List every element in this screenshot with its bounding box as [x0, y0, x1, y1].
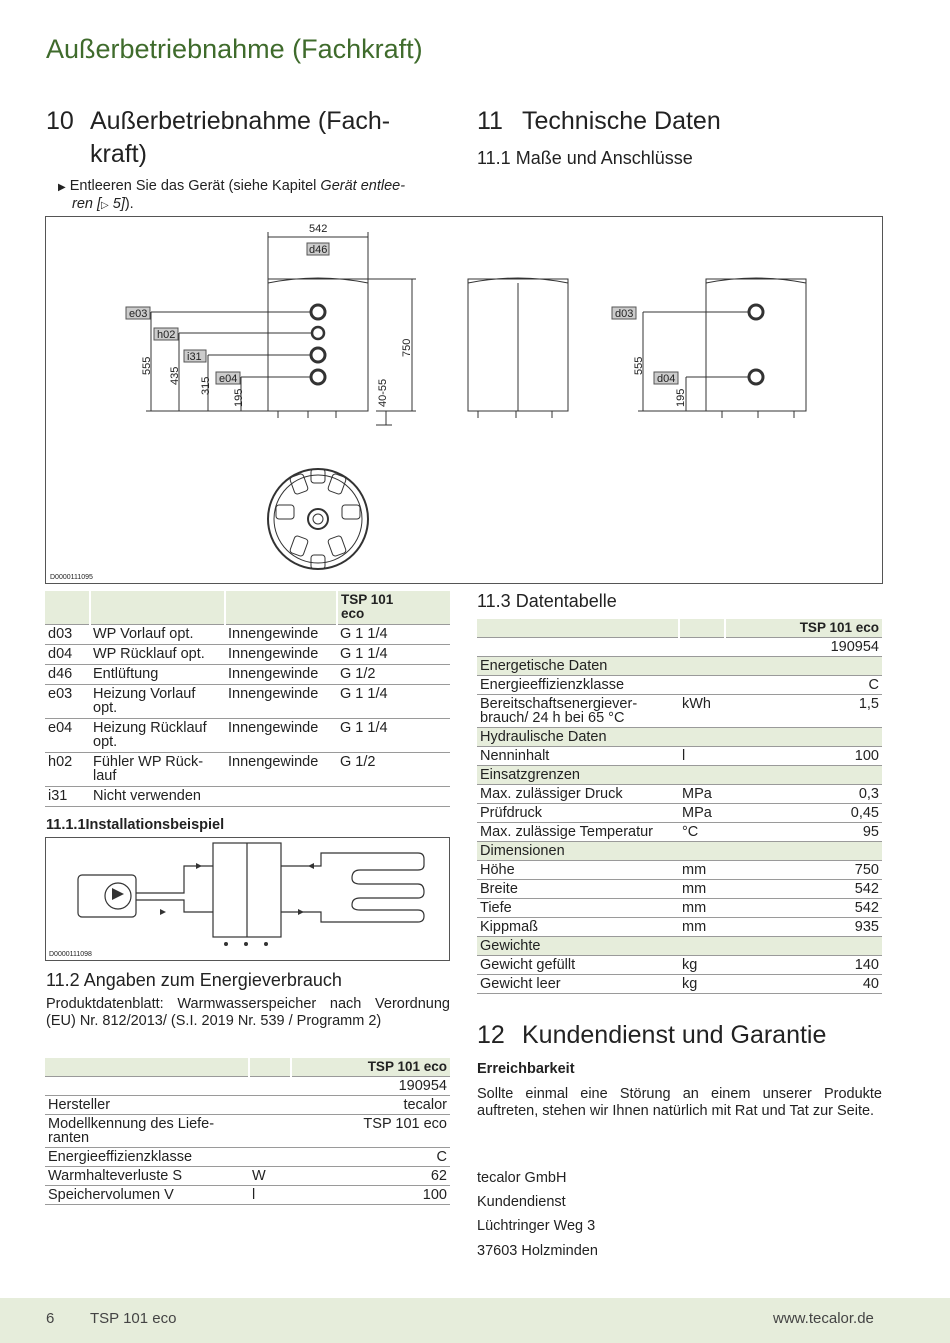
label-h02: h02 [157, 329, 176, 341]
table-cell: 100 [291, 1186, 450, 1205]
table-cell: Kippmaß [477, 918, 679, 937]
table-cell: Gewicht leer [477, 975, 679, 994]
table-cell: 100 [725, 747, 882, 766]
dim-back-555: 555 [633, 356, 645, 375]
table-cell: 140 [725, 956, 882, 975]
table-row [477, 823, 882, 842]
dim-width: 542 [309, 223, 328, 235]
dim-750: 750 [401, 338, 413, 357]
table-cell [249, 1096, 291, 1115]
table-cell: G 1 1/4 [337, 719, 450, 753]
dimension-diagram [45, 216, 883, 584]
page-header-title: Außerbetriebnahme (Fachkraft) [46, 34, 423, 64]
table-cell: Max. zulässige Temperatur [477, 823, 679, 842]
table-cell: 935 [725, 918, 882, 937]
group-label: Dimensionen [477, 842, 882, 861]
table-cell: Höhe [477, 861, 679, 880]
section-12-sub: Erreichbarkeit [477, 1061, 575, 1077]
label-e03: e03 [129, 308, 148, 320]
table-cell: d04 [45, 645, 90, 665]
table-cell: 750 [725, 861, 882, 880]
energy-id: 190954 [291, 1077, 450, 1096]
table-cell: C [291, 1148, 450, 1167]
table-cell: 40 [725, 975, 882, 994]
table-row [45, 1167, 450, 1186]
table-cell: 542 [725, 899, 882, 918]
section-10-bullet [58, 178, 458, 214]
energy-table [45, 1058, 450, 1205]
table-cell: h02 [45, 753, 90, 787]
group-label: Hydraulische Daten [477, 728, 882, 747]
dim-435: 435 [169, 366, 181, 385]
table-cell [249, 1115, 291, 1148]
table-cell [679, 676, 725, 695]
table-cell: Fühler WP Rück- lauf [90, 753, 225, 787]
group-label: Energetische Daten [477, 657, 882, 676]
table-cell: 62 [291, 1167, 450, 1186]
table-cell: Bereitschaftsenergiever- brauch/ 24 h bei 65 °C [477, 695, 679, 728]
table-cell: 542 [725, 880, 882, 899]
table-cell: Innengewinde [225, 753, 337, 787]
dim-195: 195 [233, 388, 245, 407]
table-row [45, 645, 450, 665]
table-header-row [45, 591, 450, 625]
table-cell: Energieeffizienzklasse [477, 676, 679, 695]
table-row [45, 665, 450, 685]
table-cell: mm [679, 899, 725, 918]
table-cell: mm [679, 918, 725, 937]
table-cell: WP Rücklauf opt. [90, 645, 225, 665]
address-line-3: Lüchtringer Weg 3 [477, 1218, 596, 1234]
datatable-title: 11.3 Datentabelle [477, 591, 617, 611]
table-row [477, 918, 882, 937]
table-cell: Gewicht gefüllt [477, 956, 679, 975]
table-cell [249, 1148, 291, 1167]
section-12-text: Sollte einmal eine Störung an einem unserer Produkte auftreten, stehen wir Ihnen natürlich mit Rat und Tat zur Seite. [477, 1086, 882, 1119]
install-diagram [45, 837, 450, 961]
address-line-2: Kundendienst [477, 1194, 566, 1210]
table-cell: e03 [45, 685, 90, 719]
table-cell: Innengewinde [225, 665, 337, 685]
install-title: 11.1.1Installationsbeispiel [46, 817, 225, 833]
bullet-arrow-icon: ▶ [58, 182, 66, 193]
footer-url[interactable]: www.tecalor.de [773, 1310, 874, 1327]
group-row [477, 842, 882, 861]
table-cell: MPa [679, 785, 725, 804]
table-cell: MPa [679, 804, 725, 823]
table-cell: G 1/2 [337, 665, 450, 685]
install-drawing [46, 838, 449, 960]
dim-tilt: 40-55 [377, 378, 389, 407]
page-ref-arrow-icon: ▷ [101, 200, 109, 211]
table-row [477, 899, 882, 918]
table-cell: Modellkennung des Liefe- ranten [45, 1115, 249, 1148]
table-cell: Warmhalteverluste S [45, 1167, 249, 1186]
table-cell: WP Vorlauf opt. [90, 625, 225, 645]
table-row [45, 1186, 450, 1205]
table-row [477, 880, 882, 899]
table-cell: i31 [45, 787, 90, 807]
table-row [45, 625, 450, 645]
table-cell: Heizung Vorlauf opt. [90, 685, 225, 719]
conn-header-model: TSP 101 eco [337, 591, 450, 625]
footer-product: TSP 101 eco [90, 1310, 177, 1327]
label-e04: e04 [219, 373, 238, 385]
table-cell: mm [679, 880, 725, 899]
table-cell: Hersteller [45, 1096, 249, 1115]
table-row [477, 695, 882, 728]
table-cell: G 1 1/4 [337, 685, 450, 719]
section-10-number: 10 [46, 107, 74, 135]
table-cell: l [249, 1186, 291, 1205]
table-row [477, 861, 882, 880]
dim-back-195: 195 [675, 388, 687, 407]
table-row [477, 804, 882, 823]
table-cell: 0,45 [725, 804, 882, 823]
table-cell: Nenninhalt [477, 747, 679, 766]
page-ref[interactable]: 5] [112, 196, 125, 212]
table-cell: e04 [45, 719, 90, 753]
table-row [45, 1115, 450, 1148]
label-d03: d03 [615, 308, 634, 320]
section-12-number: 12 [477, 1021, 505, 1049]
group-row [477, 766, 882, 785]
table-cell [337, 787, 450, 807]
chapter-link[interactable]: Gerät entlee- [320, 178, 406, 194]
table-cell: W [249, 1167, 291, 1186]
table-cell: d03 [45, 625, 90, 645]
bullet-text: Entleeren Sie das Gerät (siehe Kapitel [69, 178, 317, 194]
dim-555: 555 [141, 356, 153, 375]
table-cell: 0,3 [725, 785, 882, 804]
table-cell: kg [679, 975, 725, 994]
table-cell: G 1 1/4 [337, 625, 450, 645]
section-11-title: Technische Daten [522, 107, 721, 135]
table-row [45, 1148, 450, 1167]
table-row [45, 719, 450, 753]
group-row [477, 937, 882, 956]
section-12-title: Kundendienst und Garantie [522, 1021, 827, 1049]
table-cell: Innengewinde [225, 625, 337, 645]
table-cell: °C [679, 823, 725, 842]
label-d46: d46 [309, 244, 328, 256]
table-cell: Tiefe [477, 899, 679, 918]
table-cell: 1,5 [725, 695, 882, 728]
table-cell: kg [679, 956, 725, 975]
table-cell: Max. zulässiger Druck [477, 785, 679, 804]
datatable-header: TSP 101 eco [725, 619, 882, 638]
table-cell: TSP 101 eco [291, 1115, 450, 1148]
table-cell: Breite [477, 880, 679, 899]
table-cell: Energieeffizienzklasse [45, 1148, 249, 1167]
table-cell: Speichervolumen V [45, 1186, 249, 1205]
diagram-code: D0000111095 [50, 574, 93, 581]
table-cell: d46 [45, 665, 90, 685]
chapter-link-cont[interactable]: ren [ [72, 196, 102, 212]
group-label: Gewichte [477, 937, 882, 956]
table-cell: Innengewinde [225, 645, 337, 665]
bullet-end: ). [124, 196, 134, 212]
group-row [477, 657, 882, 676]
energy-header: TSP 101 eco [291, 1058, 450, 1077]
table-cell: Innengewinde [225, 685, 337, 719]
datatable-id: 190954 [725, 638, 882, 657]
dim-315: 315 [200, 376, 212, 395]
table-cell: kWh [679, 695, 725, 728]
table-cell [225, 787, 337, 807]
label-i31: i31 [187, 351, 202, 363]
table-row [477, 785, 882, 804]
energy-text: Produktdatenblatt: Warmwasserspeicher nach Verordnung (EU) Nr. 812/2013/ (S.I. 2019 Nr. 539 / Programm 2) [46, 996, 450, 1029]
connections-table [45, 591, 450, 807]
data-table [477, 619, 882, 994]
table-cell: Prüfdruck [477, 804, 679, 823]
footer-page-number: 6 [46, 1310, 55, 1327]
section-10-title-line1: Außerbetriebnahme (Fach- [90, 107, 391, 135]
dimension-drawing [46, 217, 882, 583]
section-11-1-title: 11.1 Maße und Anschlüsse [477, 148, 693, 168]
table-cell: tecalor [291, 1096, 450, 1115]
table-cell: mm [679, 861, 725, 880]
table-row [45, 787, 450, 807]
table-cell: C [725, 676, 882, 695]
table-cell: l [679, 747, 725, 766]
table-row [477, 676, 882, 695]
section-10-title-line2: kraft) [90, 140, 147, 168]
address-line-4: 37603 Holzminden [477, 1243, 598, 1259]
table-cell: Heizung Rücklauf opt. [90, 719, 225, 753]
table-cell: Entlüftung [90, 665, 225, 685]
table-row [477, 975, 882, 994]
table-cell: G 1 1/4 [337, 645, 450, 665]
table-row [477, 956, 882, 975]
table-row [45, 753, 450, 787]
energy-title: 11.2 Angaben zum Energieverbrauch [46, 970, 342, 990]
table-row [45, 685, 450, 719]
table-cell: Nicht verwenden [90, 787, 225, 807]
label-d04: d04 [657, 373, 676, 385]
table-row [477, 747, 882, 766]
table-cell: 95 [725, 823, 882, 842]
group-label: Einsatzgrenzen [477, 766, 882, 785]
table-cell: Innengewinde [225, 719, 337, 753]
install-code: D0000111098 [49, 951, 92, 958]
table-row [45, 1096, 450, 1115]
section-11-number: 11 [477, 107, 503, 135]
table-cell: G 1/2 [337, 753, 450, 787]
address-line-1: tecalor GmbH [477, 1170, 567, 1186]
group-row [477, 728, 882, 747]
